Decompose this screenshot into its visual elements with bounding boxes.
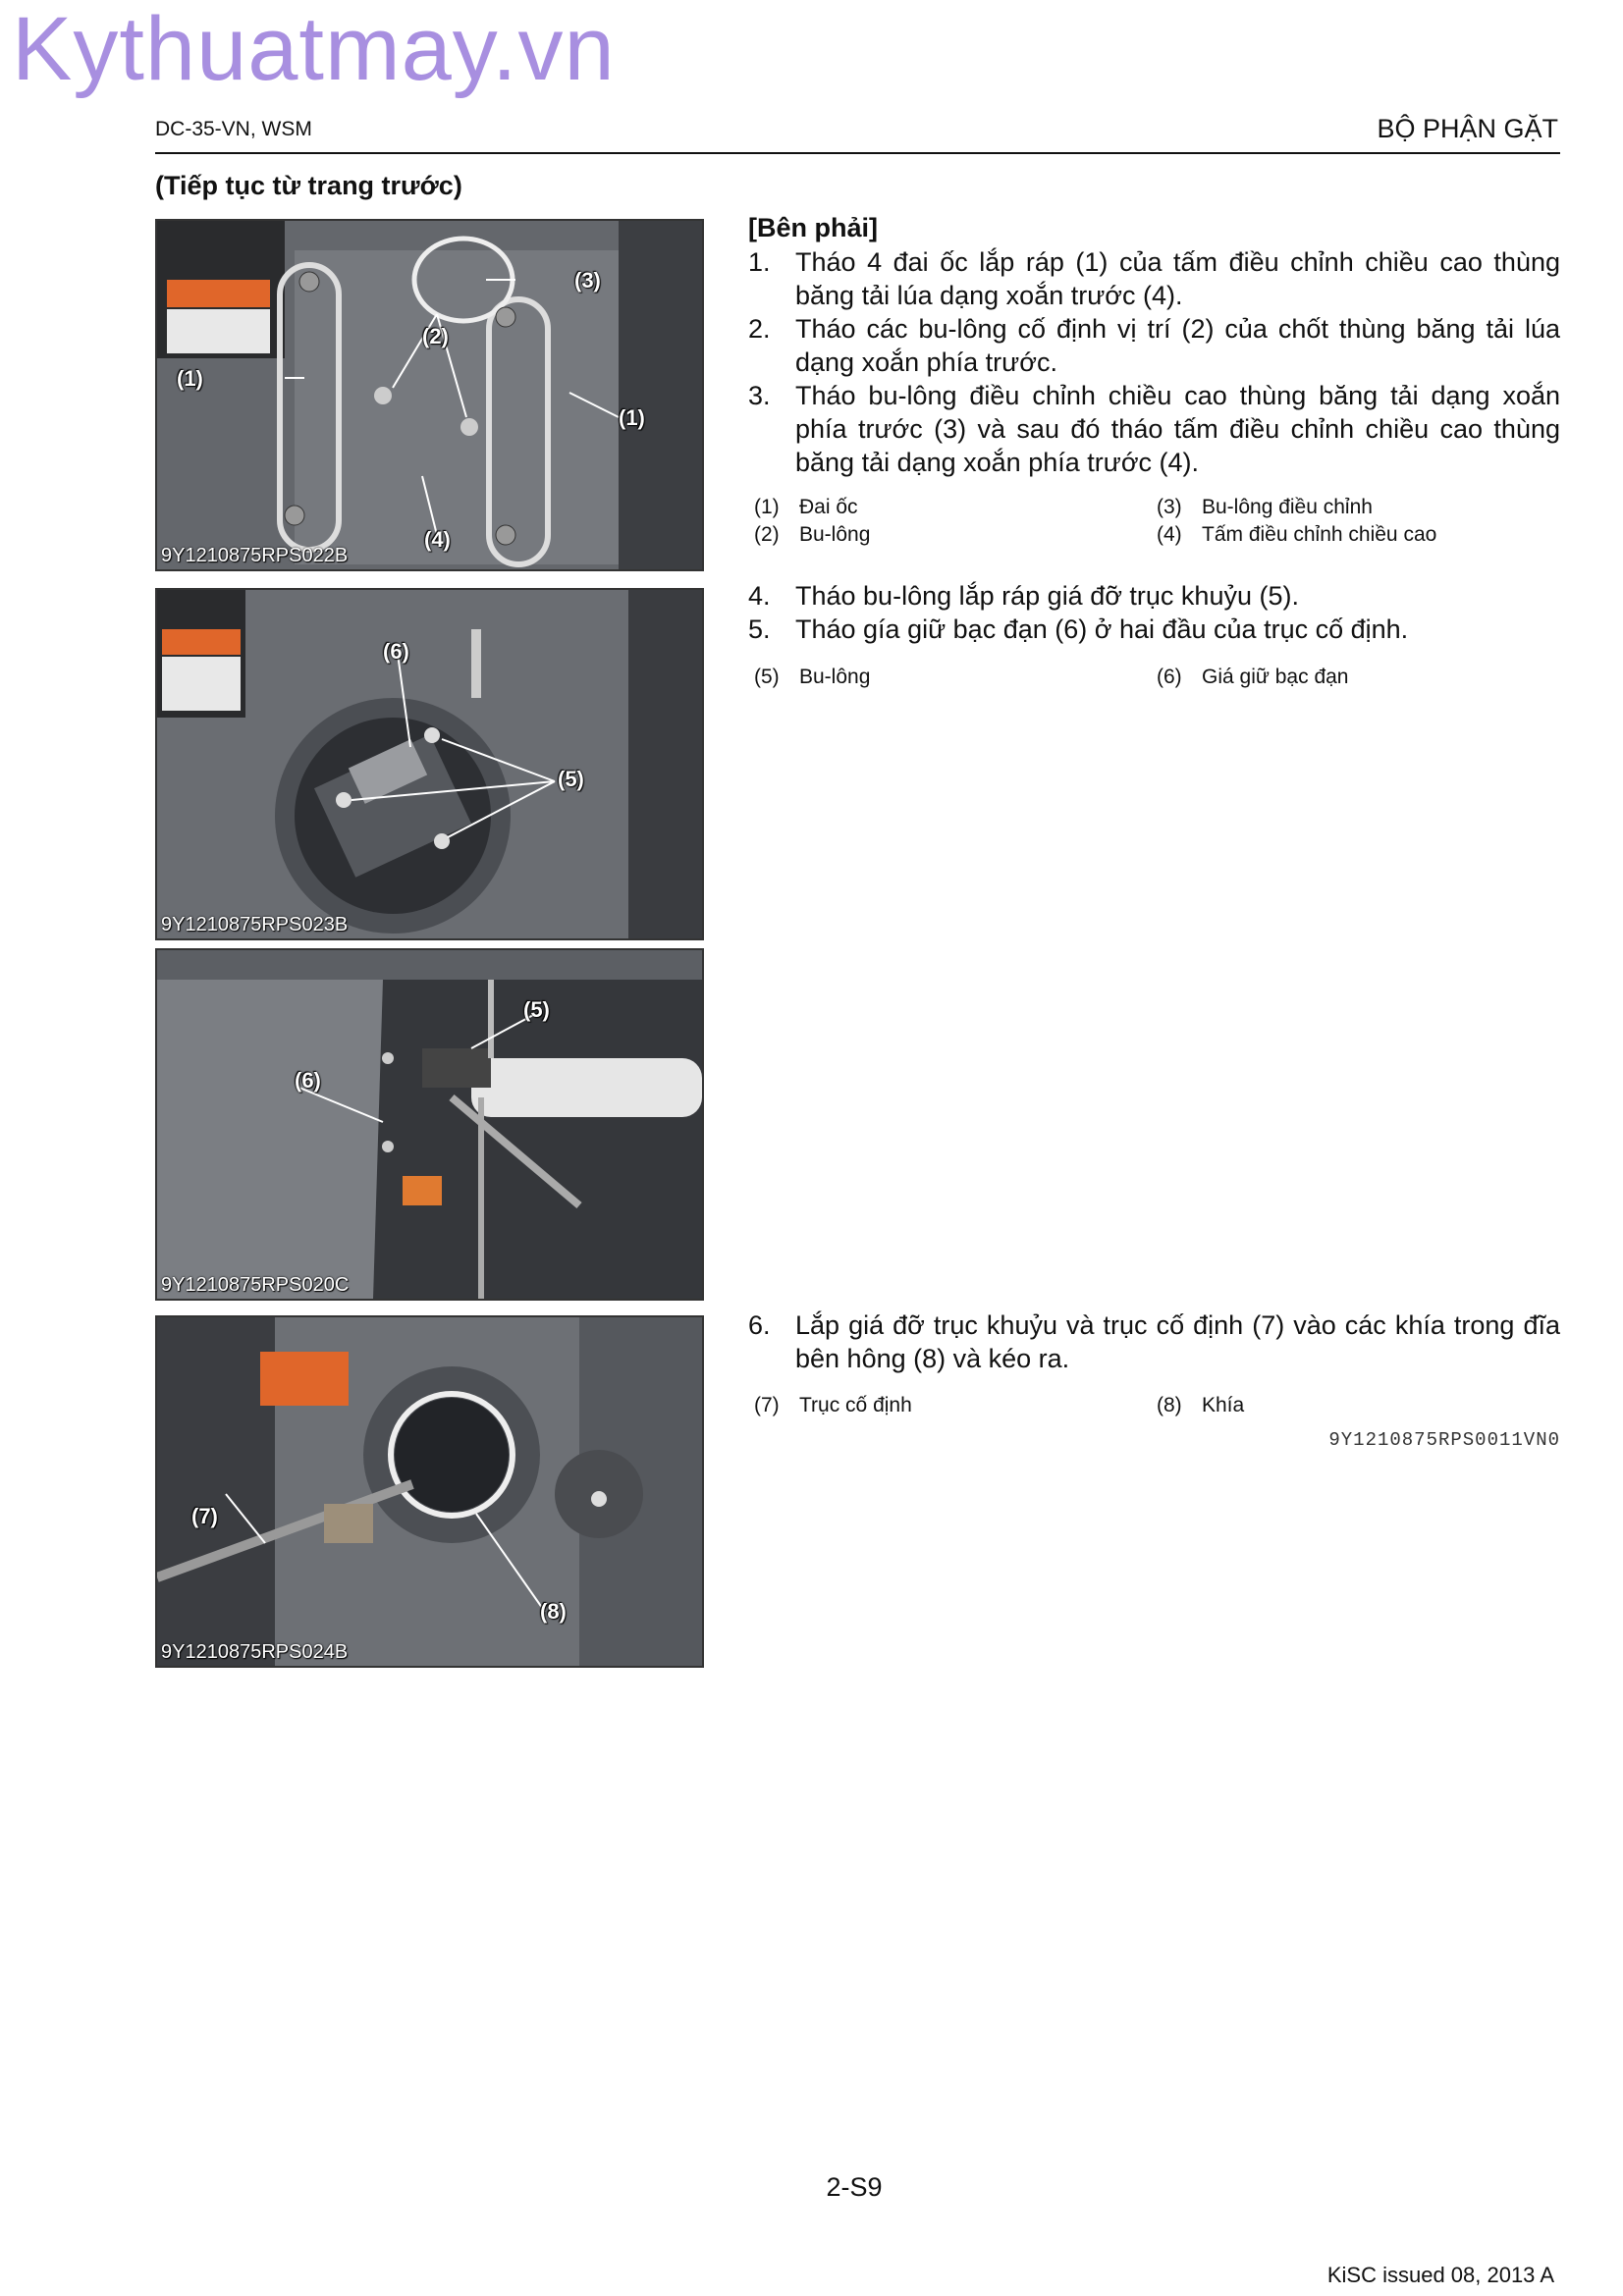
photo-illustration	[157, 590, 702, 938]
legend-item: (8) Khía	[1157, 1394, 1245, 1416]
photo-code: 9Y1210875RPS022B	[161, 545, 349, 566]
photo-code: 9Y1210875RPS023B	[161, 914, 349, 935]
header-doc-code: DC-35-VN, WSM	[155, 118, 312, 140]
step-5: 5. Tháo gía giữ bạc đạn (6) ở hai đầu của trục cố định.	[748, 614, 1409, 644]
watermark: Kythuatmay.vn	[12, 0, 616, 99]
legend-item: (5) Bu-lông	[754, 666, 871, 688]
callout-1-right: (1)	[619, 405, 645, 430]
photo-illustration	[157, 950, 702, 1299]
callout-7: (7)	[191, 1504, 218, 1528]
legend-group-a	[754, 494, 1559, 549]
callout-4: (4)	[424, 527, 451, 552]
legend-item: (4) Tấm điều chỉnh chiều cao	[1157, 523, 1437, 546]
legend-item: (7) Trục cố định	[754, 1394, 912, 1416]
photo-side-disc-notch	[155, 1315, 704, 1668]
legend-item: (3) Bu-lông điều chỉnh	[1157, 496, 1373, 518]
callout-5: (5)	[523, 997, 550, 1022]
callout-1-left: (1)	[177, 366, 203, 391]
callout-5: (5)	[558, 767, 584, 791]
legend-group-b	[754, 664, 1559, 691]
callout-6: (6)	[295, 1068, 321, 1093]
section-title-right-side: [Bên phải]	[748, 213, 878, 242]
callout-2: (2)	[422, 324, 449, 348]
header-section-title: BỘ PHẬN GẶT	[1377, 114, 1558, 143]
step-3: 3. Tháo bu-lông điều chỉnh chiều cao thùng băng tải dạng xoắn phía trước (3) và sau đó tháo tấm điều chỉnh chiều cao thùng băng tải dạng xoắn phía trước (4).	[748, 381, 1560, 477]
photo-front-auger-plate	[155, 219, 704, 571]
step-1: 1. Tháo 4 đai ốc lắp ráp (1) của tấm điều chỉnh chiều cao thùng băng tải lúa dạng xoắn trước (4).	[748, 247, 1560, 310]
photo-bearing-holder	[155, 948, 704, 1301]
document-reference-code: 9Y1210875RPS0011VN0	[1328, 1429, 1560, 1451]
issue-note: KiSC issued 08, 2013 A	[1326, 2263, 1554, 2287]
photo-crank-bolts	[155, 588, 704, 940]
step-4: 4. Tháo bu-lông lắp ráp giá đỡ trục khuỷu (5).	[748, 581, 1299, 611]
steps-group-b	[748, 579, 1560, 646]
step-6: 6. Lắp giá đỡ trục khuỷu và trục cố định (7) vào các khía trong đĩa bên hông (8) và kéo ra.	[748, 1310, 1560, 1373]
callout-6: (6)	[383, 639, 409, 664]
photo-illustration	[157, 1317, 702, 1666]
photo-code: 9Y1210875RPS024B	[161, 1641, 349, 1663]
legend-item: (2) Bu-lông	[754, 523, 871, 546]
callout-3: (3)	[574, 268, 601, 293]
continued-label: (Tiếp tục từ trang trước)	[155, 171, 462, 200]
photo-illustration	[157, 221, 702, 569]
legend-group-c	[754, 1392, 1559, 1419]
callout-8: (8)	[540, 1599, 567, 1624]
header-rule	[155, 152, 1560, 154]
legend-item: (1) Đai ốc	[754, 496, 858, 518]
legend-item: (6) Giá giữ bạc đạn	[1157, 666, 1349, 688]
steps-group-a	[748, 245, 1560, 479]
photo-code: 9Y1210875RPS020C	[161, 1274, 350, 1296]
steps-group-c	[748, 1308, 1560, 1375]
page-number: 2-S9	[826, 2172, 883, 2202]
step-2: 2. Tháo các bu-lông cố định vị trí (2) của chốt thùng băng tải lúa dạng xoắn phía trước.	[748, 314, 1560, 377]
